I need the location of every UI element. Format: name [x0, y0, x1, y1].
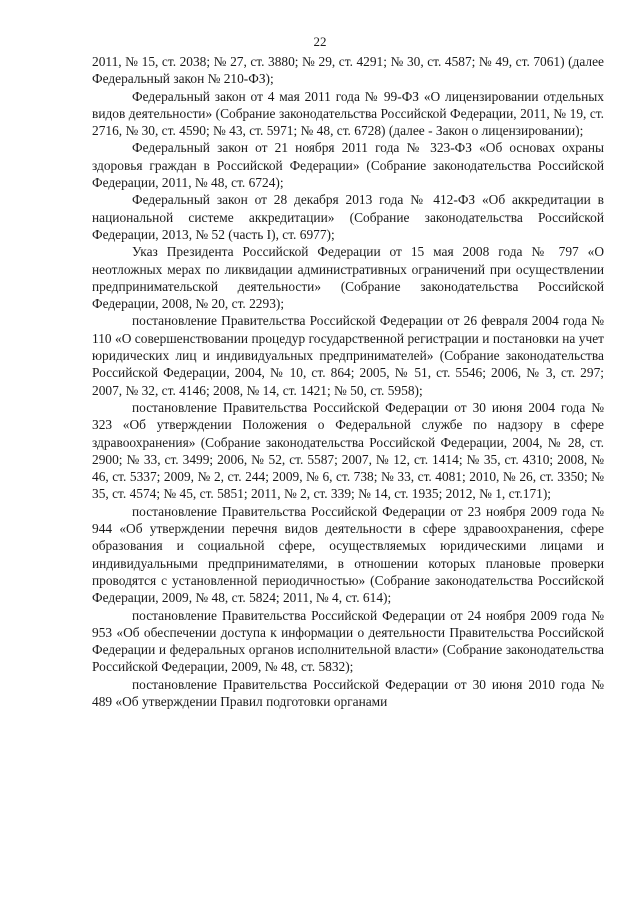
page-number: 22 — [313, 34, 327, 49]
paragraph-law-412-accreditation: Федеральный закон от 28 декабря 2013 года № 412-ФЗ «Об аккредитации в национальной системе аккредитации» (Собрание законодательства Российской Федерации, 2013, № 52 (часть I), ст. 6977); — [92, 192, 604, 242]
paragraph-resolution-489: постановление Правительства Российской Федерации от 30 июня 2010 года № 489 «Об утверждении Правил подготовки органами — [92, 676, 604, 709]
paragraph-decree-797: Указ Президента Российской Федерации от 15 мая 2008 года № 797 «О неотложных мерах по ликвидации административных ограничений при осуществлении предпринимательской деятельности» (Собрание законодательства Российской Федерации, 2008, № 20, ст. 2293); — [92, 244, 604, 312]
paragraph-resolution-323: постановление Правительства Российской Федерации от 30 июня 2004 года № 323 «Об утверждении Положения о Федеральной службе по надзору в сфере здравоохранения» (Собрание законодательства Российской Федерации, 2004, № 28, ст. 2900; № 33, ст. 3499; 2006, № 52, ст. 5587; 2007, № 12, ст. 1414; № 35, ст. 4310; 2008, № 46, ст. 5337; 2009, № 2, ст. 244; 2009, № 6, ст. 738; № 33, ст. 4081; 2010, № 26, ст. 3350; № 35, ст. 4574; № 45, ст. 5851; 2011, № 2, ст. 339; № 14, ст. 1935; 2012, № 1, ст.171); — [92, 399, 604, 502]
paragraph-resolution-953: постановление Правительства Российской Федерации от 24 ноября 2009 года № 953 «Об обеспечении доступа к информации о деятельности Правительства Российской Федерации и федеральных органов исполнительной власти» (Собрание законодательства Российской Федерации, 2009, № 48, ст. 5832); — [92, 607, 604, 675]
paragraph-resolution-944: постановление Правительства Российской Федерации от 23 ноября 2009 года № 944 «Об утверждении перечня видов деятельности в сфере здравоохранения, сфере образования и социальной сфере, осуществляемых юридическими лицами и индивидуальными предпринимателями, в отношении которых плановые проверки проводятся с установленной периодичностью» (Собрание законодательства Российской Федерации, 2009, № 48, ст. 5824; 2011, № 4, ст. 614); — [92, 503, 604, 606]
paragraph-resolution-110: постановление Правительства Российской Федерации от 26 февраля 2004 года № 110 «О совершенствовании процедур государственной регистрации и постановки на учет юридических лиц и индивидуальных предпринимателей» (Собрание законодательства Российской Федерации, 2004, № 10, ст. 864; 2005, № 51, ст. 5546; 2006, № 3, ст. 297; 2007, № 32, ст. 4146; 2008, № 14, ст. 1421; № 50, ст. 5958); — [92, 313, 604, 398]
paragraph-law-210-continuation: 2011, № 15, ст. 2038; № 27, ст. 3880; № 29, ст. 4291; № 30, ст. 4587; № 49, ст. 7061) (далее Федеральный закон № 210-ФЗ); — [92, 54, 604, 87]
document-body — [92, 53, 604, 710]
paragraph-law-99-licensing: Федеральный закон от 4 мая 2011 года № 99-ФЗ «О лицензировании отдельных видов деятельности» (Собрание законодательства Российской Федерации, 2011, № 19, ст. 2716, № 30, ст. 4590; № 43, ст. 5971; № 48, ст. 6728) (далее - Закон о лицензировании); — [92, 88, 604, 139]
paragraph-law-323-health: Федеральный закон от 21 ноября 2011 года № 323-ФЗ «Об основах охраны здоровья граждан в Российской Федерации» (Собрание законодательства Российской Федерации, 2011, № 48, ст. 6724); — [92, 140, 604, 191]
